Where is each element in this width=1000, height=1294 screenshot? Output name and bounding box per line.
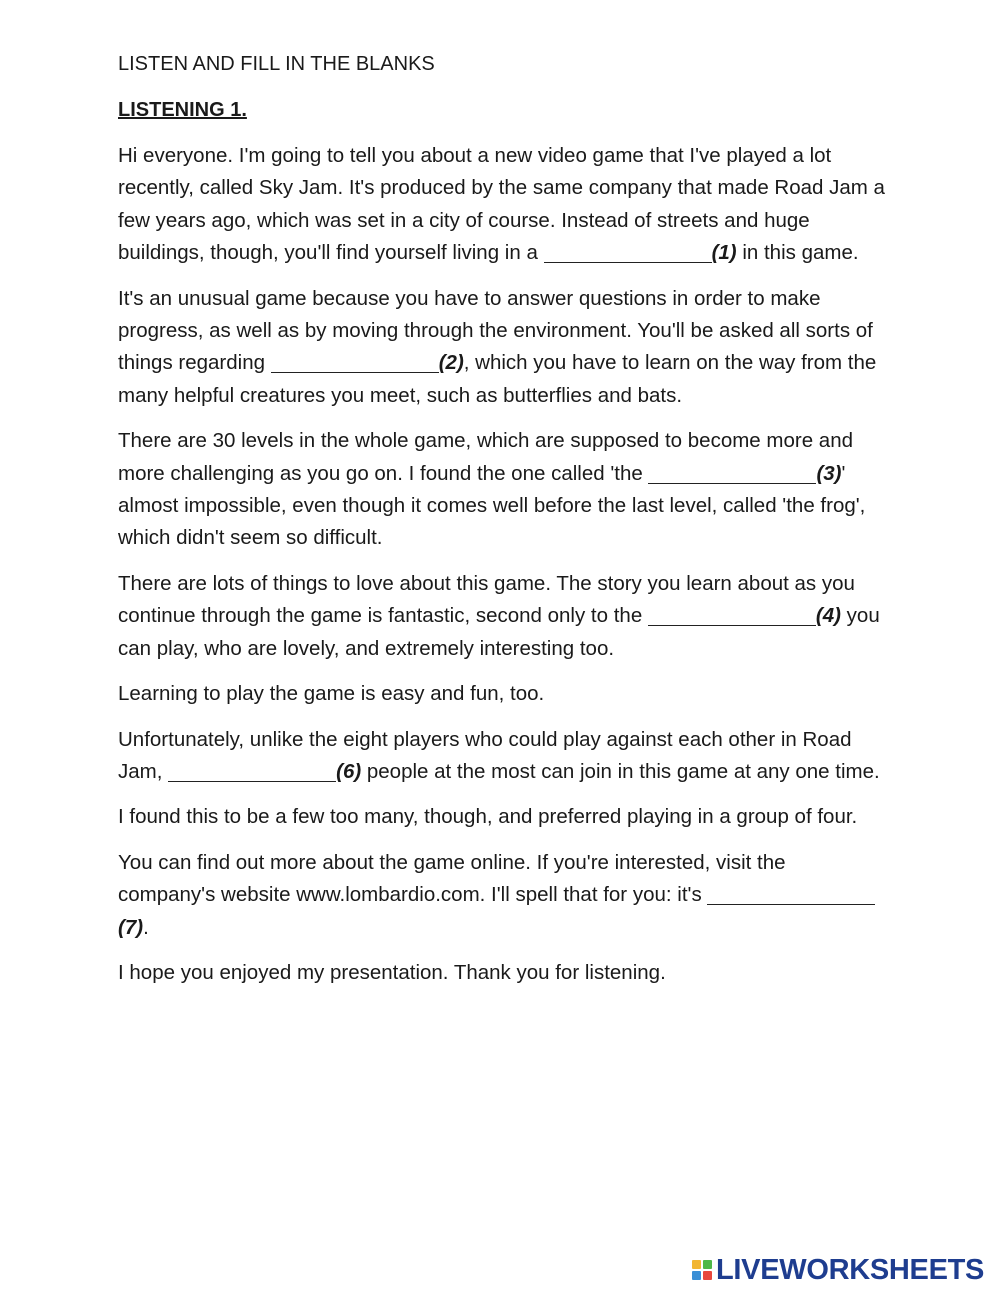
logo-square <box>703 1260 712 1269</box>
logo-square <box>703 1271 712 1280</box>
blank-6-input[interactable] <box>168 763 336 782</box>
blank-number: (6) <box>336 759 362 783</box>
worksheet <box>118 48 888 1002</box>
paragraph-6: Unfortunately, unlike the eight players who could play against each other in Road Jam, (6) people at the most can join in this game at any one time. <box>118 727 880 783</box>
blank-number: (1) <box>711 241 737 265</box>
paragraph-5: Learning to play the game is easy and fun, too. <box>118 682 545 706</box>
paragraph-7: I found this to be a few too many, though, and preferred playing in a group of four. <box>118 805 858 829</box>
blank-4-input[interactable] <box>648 607 816 626</box>
paragraph-2: It's an unusual game because you have to answer questions in order to make progress, as well as by moving through the environment. You'll be asked all sorts of things regarding (2), which you have to learn on the way from the many helpful creatures you meet, such as butterflies and bats. <box>118 286 877 407</box>
logo-square <box>692 1271 701 1280</box>
paragraph-4: There are lots of things to love about this game. The story you learn about as you continue through the game is fantastic, second only to the (4) you can play, who are lovely, and extremely interesting too. <box>118 571 880 660</box>
worksheet-title: LISTEN AND FILL IN THE BLANKS <box>118 53 435 75</box>
blank-number: (7) <box>118 915 144 939</box>
paragraph-1: Hi everyone. I'm going to tell you about a new video game that I've played a lot recently, called Sky Jam. It's produced by the same company that made Road Jam a few years ago, which was set in a city of course. Instead of streets and huge buildings, though, you'll find yourself living in a (1) in this game. <box>118 144 885 265</box>
blank-number: (3) <box>816 461 842 485</box>
logo-text: LIVEWORKSHEETS <box>716 1254 985 1286</box>
logo-squares-icon <box>692 1260 712 1280</box>
paragraph-9: I hope you enjoyed my presentation. Thank you for listening. <box>118 960 666 984</box>
blank-number: (2) <box>438 351 464 375</box>
liveworksheets-logo <box>692 1255 984 1285</box>
paragraph-3: There are 30 levels in the whole game, which are supposed to become more and more challenging as you go on. I found the one called 'the (3)' almost impossible, even though it comes well before the last level, called 'the frog', which didn't seem so difficult. <box>118 429 866 550</box>
blank-1-input[interactable] <box>544 244 712 263</box>
blank-2-input[interactable] <box>271 354 439 373</box>
logo-square <box>692 1260 701 1269</box>
blank-number: (4) <box>815 604 841 628</box>
blank-7-input[interactable] <box>707 886 875 905</box>
blank-3-input[interactable] <box>648 465 816 484</box>
section-title: LISTENING 1. <box>118 99 247 121</box>
paragraph-8: You can find out more about the game online. If you're interested, visit the company's website www.lombardio.com. I'll spell that for you: it's (7). <box>118 847 888 944</box>
